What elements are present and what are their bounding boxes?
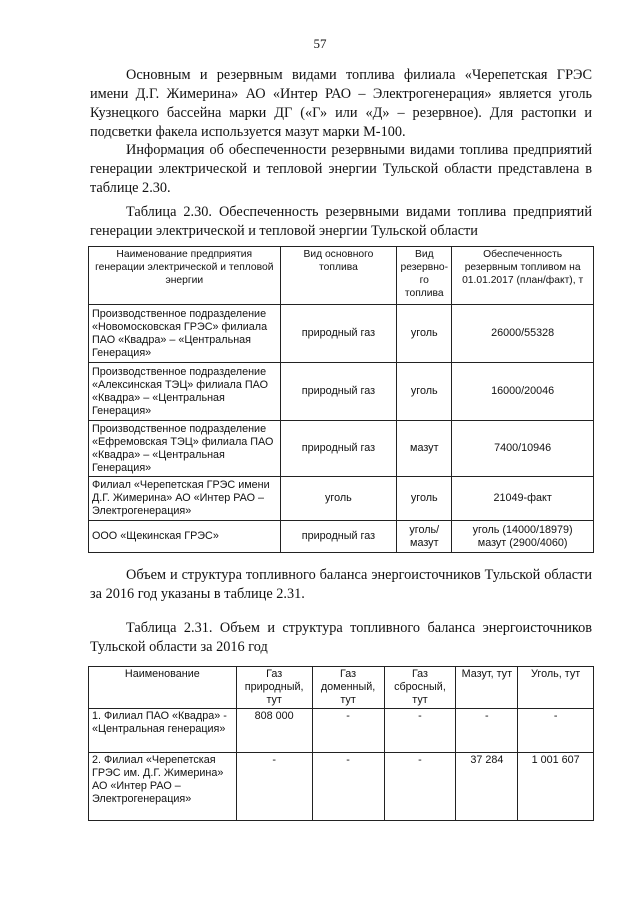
- cell-main-fuel: природный газ: [280, 305, 397, 363]
- page-number: 57: [313, 36, 327, 51]
- cell-name: 1. Филиал ПАО «Квадра» - «Центральная генерация»: [89, 709, 237, 753]
- cell-enterprise: Филиал «Черепетская ГРЭС имени Д.Г. Жимерина» АО «Интер РАО – Электрогенерация»: [89, 477, 281, 521]
- supply-line-2: мазут (2900/4060): [477, 536, 568, 549]
- header-enterprise: Наименование предприятия генерации электрической и тепловой энергии: [89, 247, 281, 305]
- paragraph-balance: Объем и структура топливного баланса энергоисточников Тульской области за 2016 год указаны в таблице 2.31.: [90, 567, 592, 602]
- cell-supply: 7400/10946: [452, 421, 594, 477]
- header-name: Наименование: [89, 667, 237, 709]
- cell-reserve-fuel: уголь: [397, 477, 452, 521]
- reserve-fuel-table: [88, 246, 594, 553]
- table-row: [89, 477, 594, 521]
- cell-blast-gas: -: [312, 709, 384, 753]
- header-main-fuel: Вид основного топлива: [280, 247, 397, 305]
- table-row: [89, 305, 594, 363]
- reserve-fuel-line-1: уголь/: [409, 523, 440, 536]
- header-waste-gas: Газ сбросный, тут: [384, 667, 456, 709]
- header-fuel-oil: Мазут, тут: [456, 667, 518, 709]
- table-row: [89, 363, 594, 421]
- reserve-fuel-line-2: мазут: [410, 536, 439, 549]
- cell-main-fuel: природный газ: [280, 421, 397, 477]
- cell-reserve-fuel: уголь: [397, 305, 452, 363]
- cell-reserve-fuel: [397, 521, 452, 553]
- supply-line-1: уголь (14000/18979): [472, 523, 573, 536]
- table-row: [89, 753, 594, 821]
- cell-supply: 16000/20046: [452, 363, 594, 421]
- fuel-balance-table: [88, 666, 594, 821]
- cell-main-fuel: уголь: [280, 477, 397, 521]
- cell-blast-gas: -: [312, 753, 384, 821]
- cell-reserve-fuel: мазут: [397, 421, 452, 477]
- cell-main-fuel: природный газ: [280, 363, 397, 421]
- cell-waste-gas: -: [384, 709, 456, 753]
- cell-enterprise: Производственное подразделение «Алексинская ТЭЦ» филиала ПАО «Квадра» – «Центральная Генерация»: [89, 363, 281, 421]
- paragraph-fuel-types: Основным и резервным видами топлива филиала «Черепетская ГРЭС имени Д.Г. Жимерина» АО «Интер РАО – Электрогенерация» является уголь Кузнецкого бассейна марки ДГ («Г» или «Д» – резервное). Для растопки и подсветки факела используется мазут марки М-100.: [90, 67, 592, 140]
- header-supply: Обеспеченность резервным топливом на 01.01.2017 (план/факт), т: [452, 247, 594, 305]
- cell-main-fuel: природный газ: [280, 521, 397, 553]
- table-header-row: [89, 667, 594, 709]
- cell-natural-gas: 808 000: [236, 709, 312, 753]
- cell-reserve-fuel: уголь: [397, 363, 452, 421]
- header-blast-gas: Газ доменный, тут: [312, 667, 384, 709]
- header-reserve-fuel: Вид резервно-го топлива: [397, 247, 452, 305]
- cell-name: 2. Филиал «Черепетская ГРЭС им. Д.Г. Жимерина» АО «Интер РАО – Электрогенерация»: [89, 753, 237, 821]
- cell-enterprise: ООО «Щекинская ГРЭС»: [89, 521, 281, 553]
- cell-coal: 1 001 607: [518, 753, 594, 821]
- cell-enterprise: Производственное подразделение «Новомосковская ГРЭС» филиала ПАО «Квадра» – «Центральная Генерация»: [89, 305, 281, 363]
- cell-supply: 26000/55328: [452, 305, 594, 363]
- table-row: [89, 421, 594, 477]
- cell-fuel-oil: 37 284: [456, 753, 518, 821]
- table-caption-2-30: Таблица 2.30. Обеспеченность резервными видами топлива предприятий генерации электрической и тепловой энергии Тульской области: [90, 204, 592, 239]
- cell-fuel-oil: -: [456, 709, 518, 753]
- header-natural-gas: Газ природный, тут: [236, 667, 312, 709]
- table-row: [89, 521, 594, 553]
- cell-waste-gas: -: [384, 753, 456, 821]
- cell-supply: [452, 521, 594, 553]
- cell-enterprise: Производственное подразделение «Ефремовская ТЭЦ» филиала ПАО «Квадра» – «Центральная Генерация»: [89, 421, 281, 477]
- cell-natural-gas: -: [236, 753, 312, 821]
- table-row: [89, 709, 594, 753]
- cell-supply: 21049-факт: [452, 477, 594, 521]
- table-header-row: [89, 247, 594, 305]
- cell-coal: -: [518, 709, 594, 753]
- paragraph-info: Информация об обеспеченности резервными видами топлива предприятий генерации электрической и тепловой энергии Тульской области представлена в таблице 2.30.: [90, 142, 592, 196]
- table-caption-2-31: Таблица 2.31. Объем и структура топливного баланса энергоисточников Тульской области за 2016 год: [90, 620, 592, 655]
- header-coal: Уголь, тут: [518, 667, 594, 709]
